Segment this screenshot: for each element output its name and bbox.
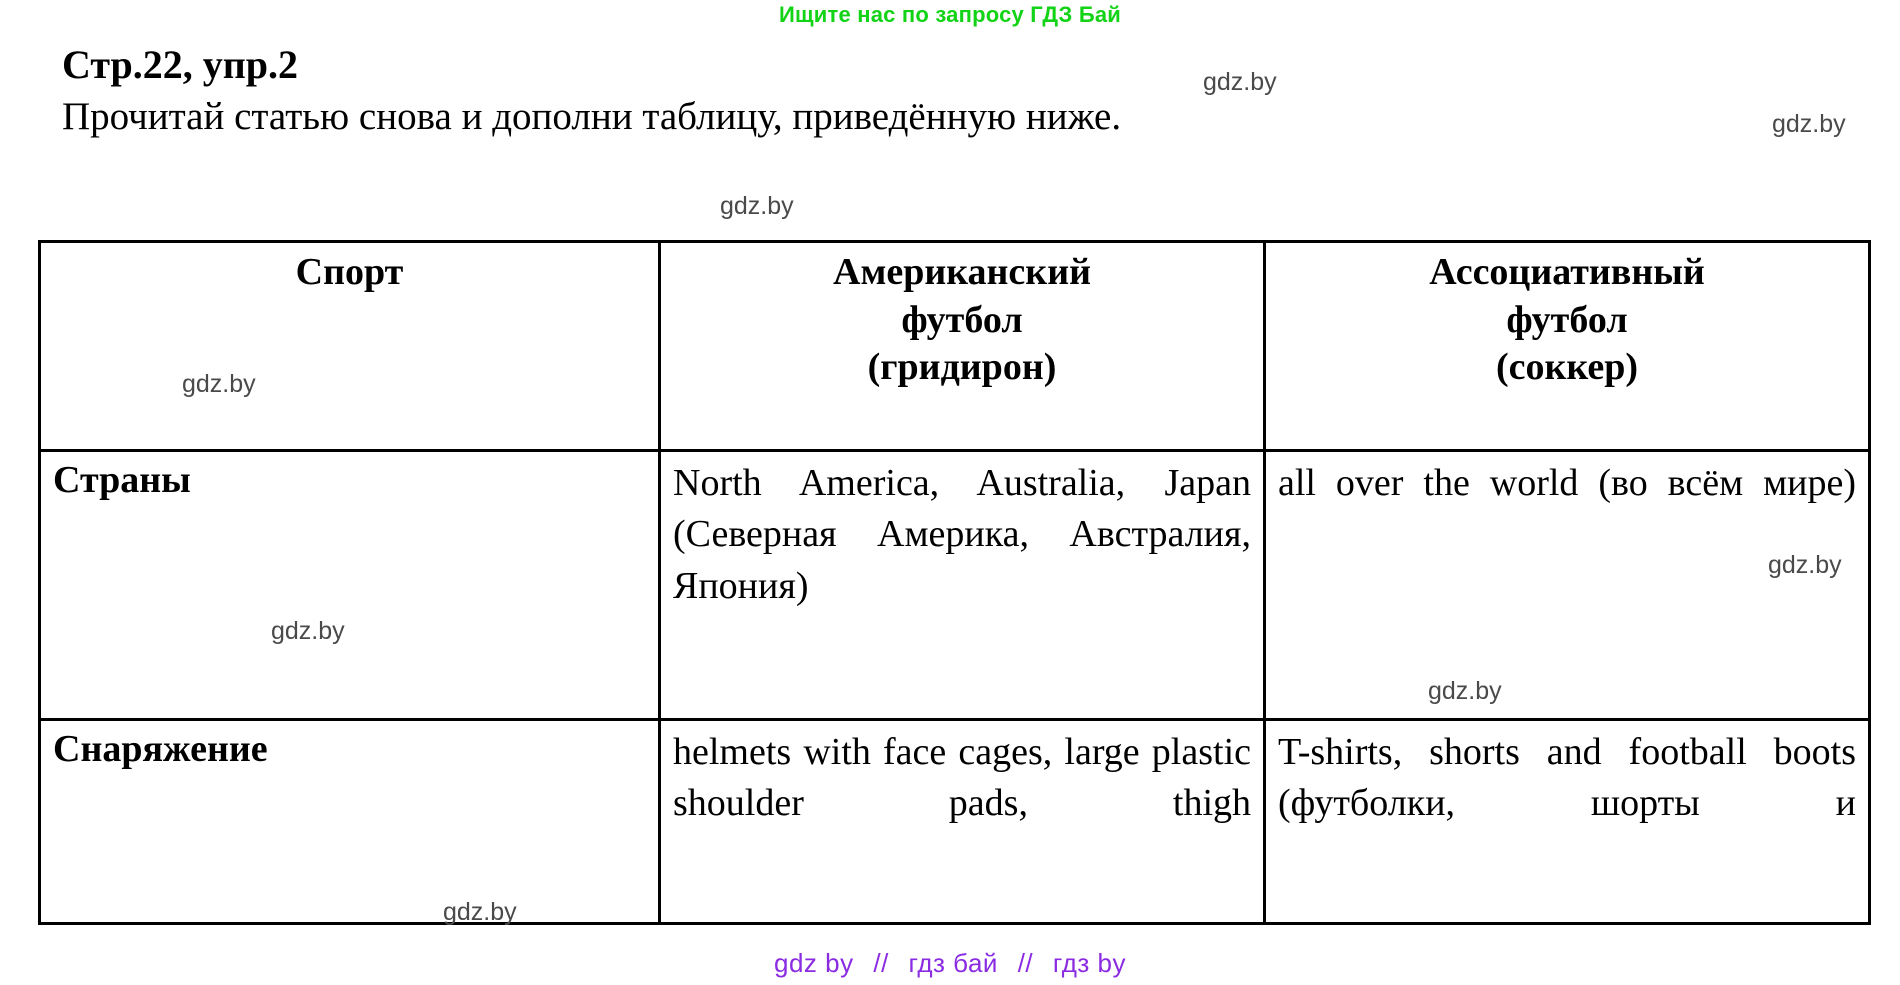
watermark: gdz.by xyxy=(1203,68,1277,96)
task-instruction: Прочитай статью снова и дополни таблицу, приведённую ниже. xyxy=(62,95,1122,138)
footer-part-2: гдз бай xyxy=(908,948,998,978)
watermark: gdz.by xyxy=(720,192,794,220)
footer-links xyxy=(0,948,1900,979)
cell-countries-gridiron: North America, Australia, Japan (Северная Америка, Австралия, Япония) xyxy=(660,451,1265,720)
watermark: gdz.by xyxy=(1428,677,1502,705)
footer-separator-2: // xyxy=(1017,948,1034,978)
footer-part-1: gdz by xyxy=(774,948,854,978)
header-sport xyxy=(40,242,660,451)
header-gridiron-line2: футбол xyxy=(901,298,1023,341)
page-title: Стр.22, упр.2 xyxy=(62,42,299,87)
cell-countries-soccer: all over the world (во всём мире) xyxy=(1265,451,1870,720)
footer-part-3: гдз by xyxy=(1052,948,1126,978)
watermark: gdz.by xyxy=(271,617,345,645)
watermark: gdz.by xyxy=(443,898,517,926)
header-gridiron-line1: Американский xyxy=(833,251,1091,293)
table-row xyxy=(40,720,1870,924)
header-gridiron xyxy=(660,242,1265,451)
table-header-row xyxy=(40,242,1870,451)
comparison-table-wrapper xyxy=(38,240,1868,925)
watermark: gdz.by xyxy=(1768,551,1842,579)
header-soccer xyxy=(1265,242,1870,451)
cell-equipment-gridiron: helmets with face cages, large plastic shoulder pads, thigh xyxy=(660,720,1265,924)
header-gridiron-line3: (гридирон) xyxy=(867,346,1057,388)
header-soccer-line2: футбол xyxy=(1506,298,1628,341)
watermark: gdz.by xyxy=(1772,110,1846,138)
footer-separator-1: // xyxy=(873,948,889,978)
site-promo-banner: Ищите нас по запросу ГДЗ Бай xyxy=(778,2,1121,27)
comparison-table xyxy=(38,240,1871,925)
row-label-countries: Страны xyxy=(40,451,660,720)
header-soccer-line3: (соккер) xyxy=(1495,346,1639,388)
header-sport-label: Спорт xyxy=(295,251,404,293)
cell-equipment-soccer: T-shirts, shorts and football boots (футболки, шорты и xyxy=(1265,720,1870,924)
header-soccer-line1: Ассоциативный xyxy=(1429,251,1705,293)
watermark: gdz.by xyxy=(182,370,256,398)
row-label-equipment: Снаряжение xyxy=(40,720,660,924)
table-row xyxy=(40,451,1870,720)
